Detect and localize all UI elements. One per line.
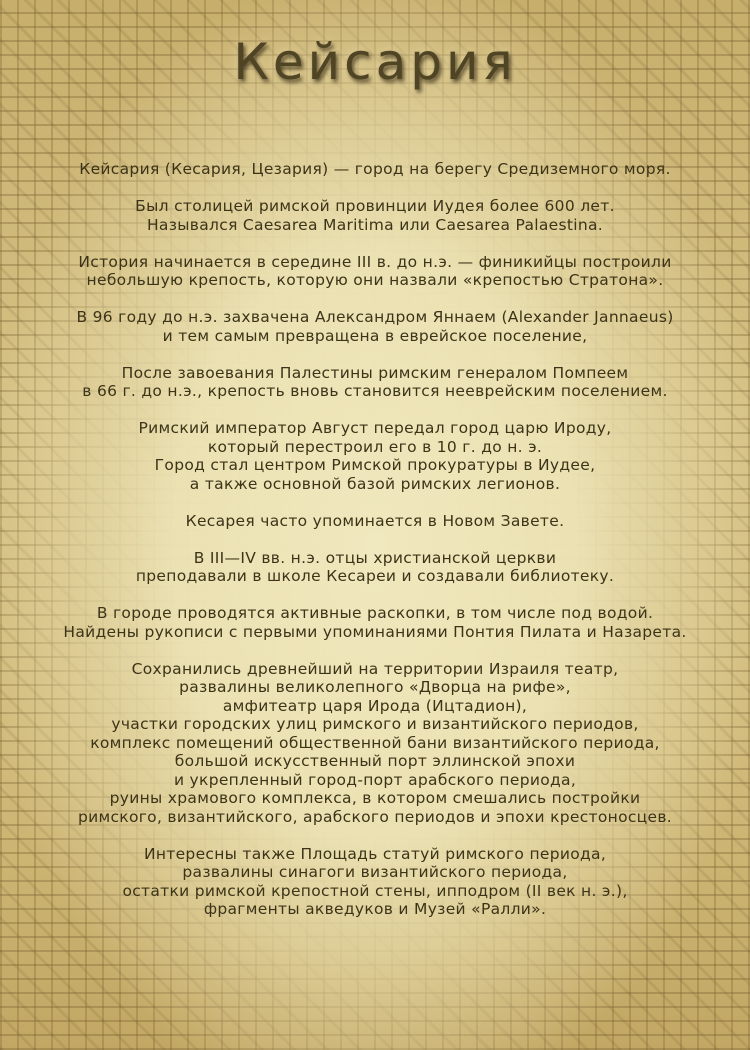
text-line: Найдены рукописи с первыми упоминаниями Понтия Пилата и Назарета. bbox=[63, 622, 687, 641]
paragraph bbox=[10, 364, 740, 401]
text-line: Город стал центром Римской прокуратуры в Иудее, bbox=[154, 456, 596, 474]
text-line: а также основной базой римских легионов. bbox=[189, 474, 561, 493]
text-line: руины храмового комплекса, в котором смешались постройки bbox=[109, 789, 641, 807]
text-line: Кейсария (Кесария, Цезария) — город на берегу Средиземного моря. bbox=[79, 160, 671, 178]
text-line: История начинается в середине III в. до н.э. — финикийцы построили bbox=[78, 252, 672, 271]
text-line: и укрепленный город-порт арабского периода, bbox=[173, 770, 577, 789]
paragraph bbox=[10, 308, 740, 345]
paragraph bbox=[10, 604, 740, 641]
article-body bbox=[10, 160, 740, 937]
text-line: Был столицей римской провинции Иудея более 600 лет. bbox=[135, 197, 615, 215]
page-title: Кейсария bbox=[233, 33, 517, 91]
text-line: В III—IV вв. н.э. отцы христианской церкви bbox=[193, 548, 557, 567]
text-line: в 66 г. до н.э., крепость вновь становится нееврейским поселением. bbox=[82, 382, 668, 400]
text-line: развалины синагоги византийского периода, bbox=[182, 863, 568, 881]
text-line: Кесарея часто упоминается в Новом Завете. bbox=[185, 511, 565, 530]
paragraph bbox=[10, 160, 740, 179]
text-line: и тем самым превращена в еврейское поселение, bbox=[162, 326, 588, 345]
paragraph bbox=[10, 660, 740, 827]
paragraph bbox=[10, 419, 740, 493]
paragraph bbox=[10, 845, 740, 919]
text-line: Сохранились древнейший на территории Израиля театр, bbox=[131, 659, 619, 678]
text-line: который перестроил его в 10 г. до н. э. bbox=[207, 437, 543, 456]
text-line: После завоевания Палестины римским генералом Помпеем bbox=[121, 363, 629, 382]
text-line: развалины великолепного «Дворца на рифе», bbox=[179, 678, 571, 696]
text-line: римского, византийского, арабского периодов и эпохи крестоносцев. bbox=[77, 807, 673, 826]
paragraph bbox=[10, 197, 740, 234]
paragraph bbox=[10, 512, 740, 531]
text-line: В 96 году до н.э. захвачена Александром Яннаем (Alexander Jannaeus) bbox=[76, 308, 674, 326]
text-line: комплекс помещений общественной бани византийского периода, bbox=[90, 733, 660, 752]
paragraph bbox=[10, 253, 740, 290]
text-line: фрагменты акведуков и Музей «Ралли». bbox=[203, 900, 547, 918]
text-line: небольшую крепость, которую они назвали «крепостью Стратона». bbox=[86, 271, 664, 289]
text-line: Назывался Caesarea Maritima или Caesarea Palaestina. bbox=[146, 215, 604, 234]
text-line: Римский император Август передал город царю Ироду, bbox=[138, 419, 612, 437]
text-line: В городе проводятся активные раскопки, в том числе под водой. bbox=[96, 604, 654, 622]
text-line: преподавали в школе Кесареи и создавали библиотеку. bbox=[135, 567, 615, 585]
text-line: участки городских улиц римского и византийского периодов, bbox=[111, 715, 639, 733]
text-line: большой искусственный порт эллинской эпохи bbox=[174, 752, 576, 770]
text-line: амфитеатр царя Ирода (Ицтадион), bbox=[222, 696, 528, 715]
text-line: Интересны также Площадь статуй римского периода, bbox=[143, 844, 607, 863]
paragraph bbox=[10, 549, 740, 586]
text-line: остатки римской крепостной стены, ипподром (II век н. э.), bbox=[122, 881, 628, 900]
